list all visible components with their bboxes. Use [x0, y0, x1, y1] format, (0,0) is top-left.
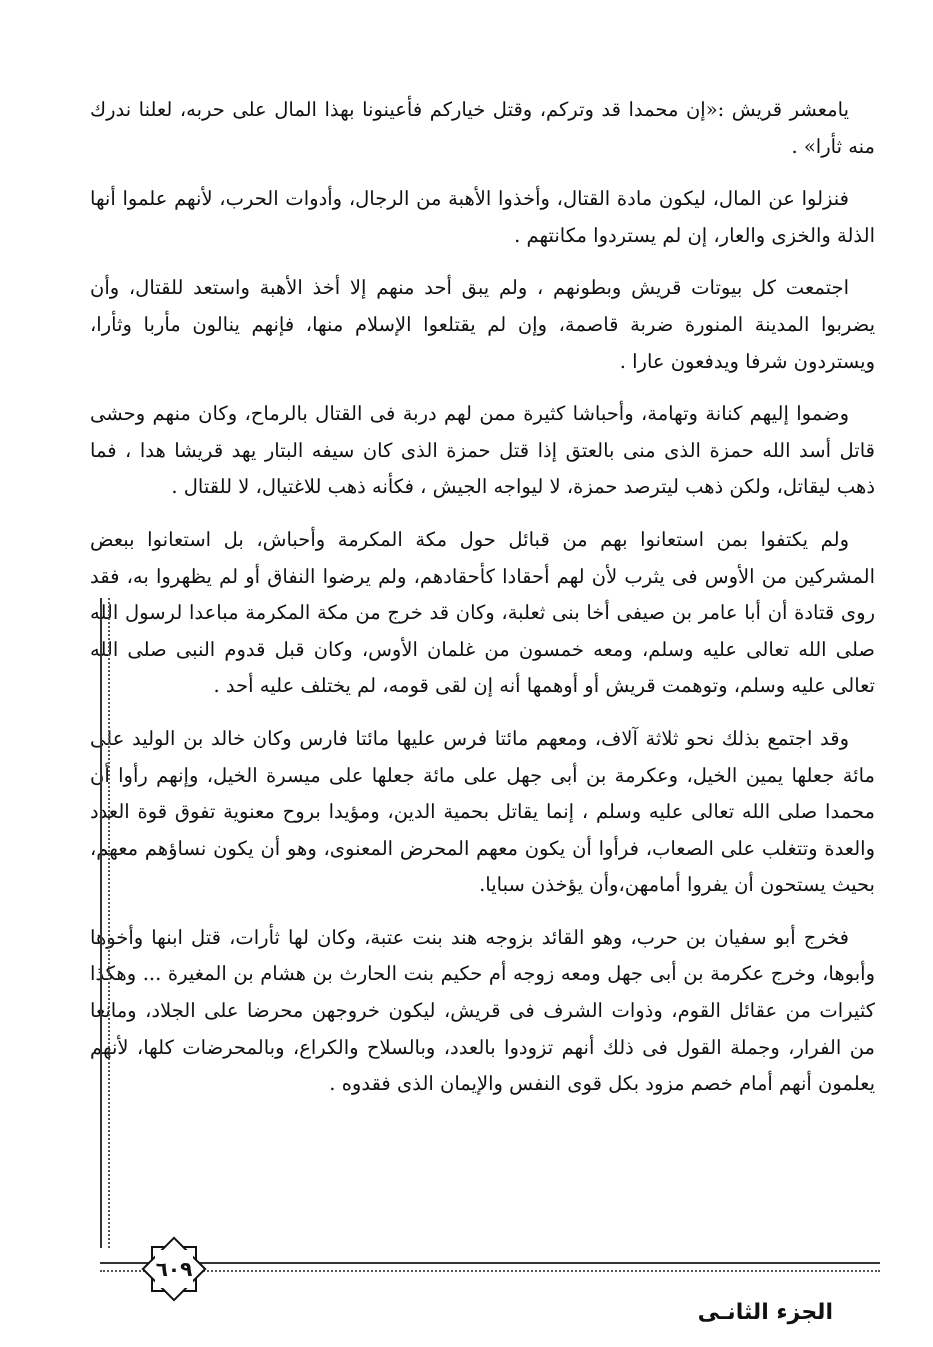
part-label: الجزء الثانـى — [697, 1300, 833, 1325]
paragraph: وضموا إليهم كنانة وتهامة، وأحباشا كثيرة ممن لهم دربة فى القتال بالرماح، وكان منهم وحشى قاتل أسد الله حمزة الذى منى بالعتق إذا قتل حمزة الذى كان سيفه البتار يهد قريشا هدا ، فما ذهب ليقاتل، ولكن ذهب ليترصد حمزة، لا ليواجه الجيش ، فكأنه ذهب للاغتيال، لا للقتال . — [90, 402, 875, 499]
page-number: ٦٠٩ — [155, 1257, 193, 1281]
paragraph: ولم يكتفوا بمن استعانوا بهم من قبائل حول مكة المكرمة وأحباش، بل استعانوا ببعض المشركين من الأوس فى يثرب لأن لهم أحقادا كأحقادهم، ولم يرضوا النفاق أو لم يظهروا به، فقد روى قتادة أن أبا عامر بن صيفى أخا بنى ثعلبة، وكان قد خرج من مكة المكرمة مباعدا لرسول الله صلى الله تعالى عليه وسلم، ومعه خمسون من غلمان الأوس، وكان قبل قدوم النبى صلى الله تعالى عليه وسلم، وتوهمت قريش أو أوهمها أنه إن لقى قومه، لم يختلف عليه أحد . — [90, 527, 875, 698]
paragraph: اجتمعت كل بيوتات قريش وبطونهم ، ولم يبق أحد منهم إلا أخذ الأهبة واستعد للقتال، وأن يضربوا المدينة المنورة ضربة قاصمة، وإن لم يقتلعوا الإسلام منها، فإنهم ينالون مأربا وثأرا، ويستردون شرفا ويدفعون عارا . — [90, 276, 875, 373]
paragraph: وقد اجتمع بذلك نحو ثلاثة آلاف، ومعهم مائتا فرس عليها مائتا فارس وكان خالد بن الوليد على مائة جعلها يمين الخيل، وعكرمة بن أبى جهل على مائة جعلها على ميسرة الخيل، وإنهم رأوا أن محمدا صلى الله تعالى عليه وسلم ، إنما يقاتل بحمية الدين، ومؤيدا بروح معنوية تفوق قوة العدد والعدة وتتغلب على الصعاب، فرأوا أن يكون معهم المحرض المعنوى، وهو أن يكون نساؤهم معهم، بحيث يستحون أن يفروا أمامهن،وأن يؤخذن سبايا. — [90, 726, 875, 897]
page-number-badge — [140, 1235, 208, 1303]
paragraph: فنزلوا عن المال، ليكون مادة القتال، وأخذوا الأهبة من الرجال، وأدوات الحرب، لأنهم علموا أنها الذلة والخزى والعار، إن لم يستردوا مكانتهم . — [90, 187, 875, 247]
paragraph: فخرج أبو سفيان بن حرب، وهو القائد بزوجه هند بنت عتبة، وكان لها ثأرات، قتل ابنها وأخوها وأبوها، وخرج عكرمة بن أبى جهل ومعه زوجه أم حكيم بنت الحارث بن هشام بن المغيرة ... وهكذا كثيرات من عقائل القوم، وذوات الشرف فى قريش، ليكون خروجهن محرضا على الجلاد، ومانعا من الفرار، وجملة القول فى ذلك أنهم تزودوا بالعدد، وبالسلاح والكراع، وبالمحرضات كلها، لأنهم يعلمون أنهم أمام خصم مزود بكل قوى النفس والإيمان الذى فقدوه . — [90, 925, 875, 1096]
body-text — [90, 92, 875, 1119]
page-frame-left-border — [100, 598, 110, 1248]
page-frame-bottom-border — [100, 1262, 880, 1272]
paragraph: يامعشر قريش :«إن محمدا قد وتركم، وقتل خياركم فأعينونا بهذا المال على حربه، لعلنا ندرك منه ثأرا» . — [90, 98, 875, 158]
